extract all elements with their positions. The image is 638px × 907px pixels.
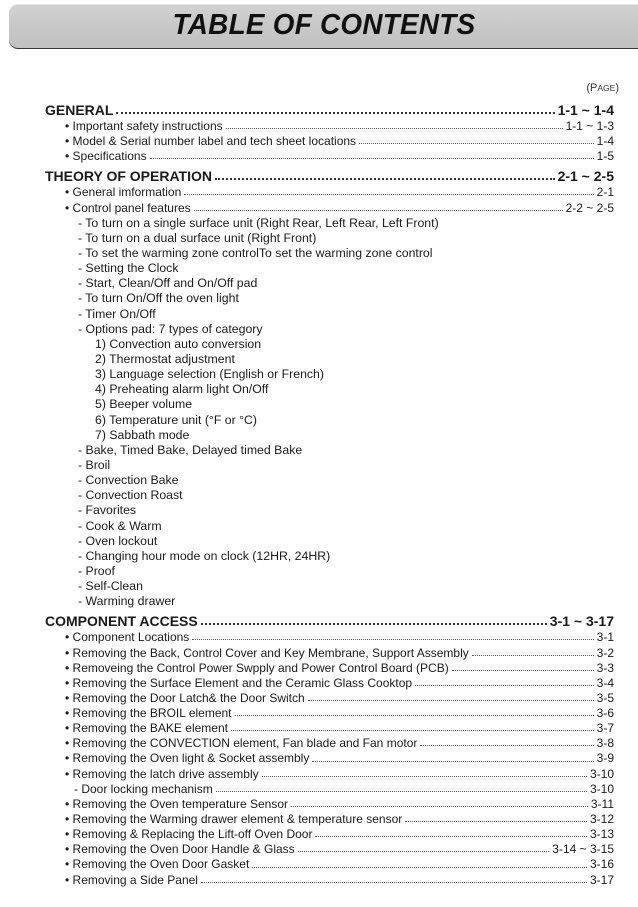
- dot-leader: [215, 178, 555, 180]
- toc-subsubentry[interactable]: [45, 337, 614, 352]
- entry-label: • Removing the Back, Control Cover and Key Membrane, Support Assembly: [65, 646, 469, 661]
- dot-leader: [231, 730, 594, 731]
- entry-label: • Removing the Oven temperature Sensor: [65, 797, 288, 812]
- toc-entry[interactable]: [45, 767, 614, 782]
- dot-leader: [235, 715, 594, 716]
- toc-subsubentry[interactable]: [45, 428, 614, 443]
- toc-subentry[interactable]: [45, 307, 614, 322]
- entry-label: - Broil: [78, 457, 111, 472]
- toc-entry[interactable]: [45, 827, 614, 842]
- entry-label: 5) Beeper volume: [95, 397, 193, 412]
- header-banner: [9, 4, 638, 48]
- section-pages: 1-1 ~ 1-4: [557, 102, 614, 118]
- section-pages: 2-1 ~ 2-5: [557, 168, 614, 185]
- toc-section-general[interactable]: [45, 101, 614, 119]
- entry-label: • General imformation: [65, 185, 181, 200]
- entry-label: - Cook & Warm: [78, 518, 162, 533]
- entry-label: 3) Language selection (English or French): [95, 367, 324, 382]
- toc-subentry[interactable]: [45, 216, 614, 231]
- entry-label: • Model & Serial number label and tech sheet locations: [65, 134, 356, 149]
- entry-label: • Removeing the Control Power Swpply and Power Control Board (PCB): [65, 661, 449, 676]
- toc-entry[interactable]: [45, 842, 614, 857]
- entry-pages: 3-10: [589, 781, 614, 796]
- entry-label: • Removing the Surface Element and the Ceramic Glass Cooktop: [65, 676, 412, 691]
- dot-leader: [315, 836, 587, 837]
- toc-entry[interactable]: [45, 646, 614, 661]
- entry-label: • Specifications: [65, 149, 147, 164]
- section-pages: 3-1 ~ 3-17: [549, 613, 614, 630]
- entry-label: - To turn on a single surface unit (Right Rear, Left Rear, Left Front): [78, 215, 439, 230]
- toc-subentry[interactable]: [45, 579, 614, 594]
- entry-label: • Removing the latch drive assembly: [65, 767, 259, 782]
- toc-entry[interactable]: [45, 185, 614, 200]
- toc-subentry[interactable]: [45, 246, 614, 261]
- entry-label: • Important safety instructions: [65, 119, 223, 134]
- toc-entry[interactable]: [45, 797, 614, 812]
- toc-entry[interactable]: [45, 736, 614, 751]
- entry-label: - Timer On/Off: [78, 306, 156, 321]
- entry-label: • Removing the BROIL element: [65, 706, 232, 721]
- toc-entry[interactable]: [45, 706, 614, 721]
- toc-entry[interactable]: [45, 691, 614, 706]
- section-title: COMPONENT ACCESS: [45, 613, 198, 630]
- toc-subentry[interactable]: [45, 458, 614, 473]
- entry-pages: 3-4: [596, 675, 614, 690]
- table-of-contents: [45, 101, 614, 888]
- entry-label: • Removing the Oven Door Handle & Glass: [65, 842, 295, 857]
- toc-entry[interactable]: [45, 857, 614, 872]
- toc-entry[interactable]: [45, 149, 614, 164]
- dot-leader: [405, 821, 587, 822]
- dot-leader: [252, 867, 587, 868]
- toc-entry[interactable]: [45, 751, 614, 766]
- toc-subentry[interactable]: [45, 322, 614, 337]
- entry-label: - Setting the Clock: [78, 261, 179, 276]
- toc-subsubentry[interactable]: [45, 352, 614, 367]
- entry-pages: 2-1: [596, 185, 614, 200]
- entry-pages: 3-2: [596, 645, 614, 660]
- toc-subentry[interactable]: [45, 594, 614, 609]
- toc-subentry[interactable]: [45, 549, 614, 564]
- toc-entry[interactable]: [45, 119, 614, 134]
- entry-label: • Removing the Warming drawer element & temperature sensor: [65, 812, 402, 827]
- entry-label: • Removing a Side Panel: [65, 873, 198, 888]
- entry-pages: 3-9: [596, 751, 614, 766]
- entry-label: - Bake, Timed Bake, Delayed timed Bake: [78, 442, 303, 457]
- entry-pages: 1-5: [596, 149, 614, 164]
- entry-label: - Options pad: 7 types of category: [78, 321, 263, 336]
- dot-leader: [312, 761, 593, 762]
- toc-subsubentry[interactable]: [45, 397, 614, 412]
- dot-leader: [291, 806, 588, 807]
- dot-leader: [184, 194, 593, 195]
- dot-leader: [192, 639, 593, 640]
- entry-pages: 3-1: [596, 630, 614, 645]
- dot-leader: [472, 655, 594, 656]
- entry-label: 4) Preheating alarm light On/Off: [95, 382, 269, 397]
- entry-label: - Favorites: [78, 503, 137, 518]
- dot-leader: [201, 623, 547, 625]
- entry-pages: 3-11: [590, 796, 614, 811]
- entry-label: - To turn on a dual surface unit (Right Front): [78, 230, 317, 245]
- entry-pages: 3-6: [596, 706, 614, 721]
- section-title: GENERAL: [45, 102, 114, 118]
- toc-subsubentry[interactable]: [45, 367, 614, 382]
- toc-subentry[interactable]: [45, 261, 614, 276]
- toc-subentry[interactable]: [45, 443, 614, 458]
- toc-entry[interactable]: [45, 201, 614, 216]
- entry-label: • Removing the Oven light & Socket assembly: [65, 751, 309, 766]
- page-title: TABLE OF CONTENTS: [172, 9, 476, 41]
- entry-pages: 2-2 ~ 2-5: [565, 200, 614, 215]
- toc-entry[interactable]: [45, 812, 614, 827]
- dot-leader: [298, 851, 550, 852]
- entry-label: - To turn On/Off the oven light: [78, 291, 239, 306]
- entry-pages: 3-8: [596, 736, 614, 751]
- toc-subentry[interactable]: [45, 291, 614, 306]
- dot-leader: [150, 158, 594, 159]
- entry-label: - Proof: [78, 563, 115, 578]
- page-column-label: [586, 82, 619, 94]
- dot-leader: [359, 143, 594, 144]
- entry-label: - Convection Roast: [78, 488, 183, 503]
- dot-leader: [194, 210, 563, 211]
- toc-subsubentry[interactable]: [45, 382, 614, 397]
- entry-label: - Start, Clean/Off and On/Off pad: [78, 276, 258, 291]
- dot-leader: [262, 776, 587, 777]
- toc-subentry[interactable]: [45, 473, 614, 488]
- entry-label: • Removing the BAKE element: [65, 721, 228, 736]
- page-label-smallcaps: AGE: [597, 83, 616, 93]
- entry-label: 1) Convection auto conversion: [95, 336, 262, 351]
- entry-pages: 3-14 ~ 3-15: [552, 842, 614, 857]
- entry-pages: 3-7: [596, 721, 614, 736]
- dot-leader: [415, 685, 594, 686]
- page-label-open: (P: [586, 82, 598, 94]
- toc-section-theory-of-operation[interactable]: [45, 167, 614, 185]
- entry-label: • Removing & Replacing the Lift-off Oven Door: [65, 827, 312, 842]
- entry-pages: 3-12: [589, 812, 614, 827]
- entry-pages: 1-1 ~ 1-3: [565, 119, 614, 133]
- entry-pages: 3-13: [589, 827, 614, 842]
- toc-subentry[interactable]: [45, 782, 614, 797]
- dot-leader: [116, 112, 554, 114]
- entry-label: - Door locking mechanism: [74, 781, 213, 796]
- toc-entry[interactable]: [45, 630, 614, 645]
- toc-subentry[interactable]: [45, 503, 614, 518]
- entry-label: • Removing the CONVECTION element, Fan blade and Fan motor: [65, 736, 417, 751]
- toc-subentry[interactable]: [45, 534, 614, 549]
- dot-leader: [226, 128, 563, 129]
- toc-entry[interactable]: [45, 661, 614, 676]
- toc-subentry[interactable]: [45, 564, 614, 579]
- entry-label: 7) Sabbath mode: [95, 427, 190, 442]
- dot-leader: [201, 882, 587, 883]
- section-title: THEORY OF OPERATION: [45, 168, 212, 185]
- entry-label: 6) Temperature unit (°F or °C): [95, 412, 258, 427]
- dot-leader: [216, 791, 587, 792]
- entry-label: 2) Thermostat adjustment: [95, 351, 235, 366]
- toc-entry[interactable]: [45, 134, 614, 149]
- dot-leader: [420, 745, 593, 746]
- entry-pages: 3-3: [596, 660, 614, 675]
- toc-section-component-access[interactable]: [45, 612, 614, 630]
- toc-subentry[interactable]: [45, 488, 614, 503]
- entry-label: • Control panel features: [65, 201, 191, 216]
- entry-pages: 1-4: [596, 134, 614, 149]
- toc-entry[interactable]: [45, 721, 614, 736]
- toc-subentry[interactable]: [45, 231, 614, 246]
- toc-subentry[interactable]: [45, 276, 614, 291]
- dot-leader: [308, 700, 594, 701]
- toc-entry[interactable]: [45, 676, 614, 691]
- toc-subentry[interactable]: [45, 519, 614, 534]
- entry-label: - Self-Clean: [78, 579, 143, 594]
- entry-pages: 3-5: [596, 690, 614, 705]
- entry-pages: 3-17: [589, 872, 614, 887]
- toc-subsubentry[interactable]: [45, 413, 614, 428]
- entry-label: - Changing hour mode on clock (12HR, 24HR): [78, 548, 331, 563]
- entry-label: • Removing the Door Latch& the Door Switch: [65, 691, 305, 706]
- entry-pages: 3-16: [589, 857, 614, 872]
- page-label-close: ): [615, 82, 619, 94]
- toc-entry[interactable]: [45, 873, 614, 888]
- entry-pages: 3-10: [589, 766, 614, 781]
- entry-label: - Oven lockout: [78, 533, 158, 548]
- entry-label: • Component Locations: [65, 630, 189, 645]
- entry-label: - To set the warming zone controlTo set the warming zone control: [78, 245, 433, 260]
- entry-label: • Removing the Oven Door Gasket: [65, 857, 249, 872]
- entry-label: - Warming drawer: [78, 594, 176, 609]
- entry-label: - Convection Bake: [78, 473, 179, 488]
- dot-leader: [452, 670, 594, 671]
